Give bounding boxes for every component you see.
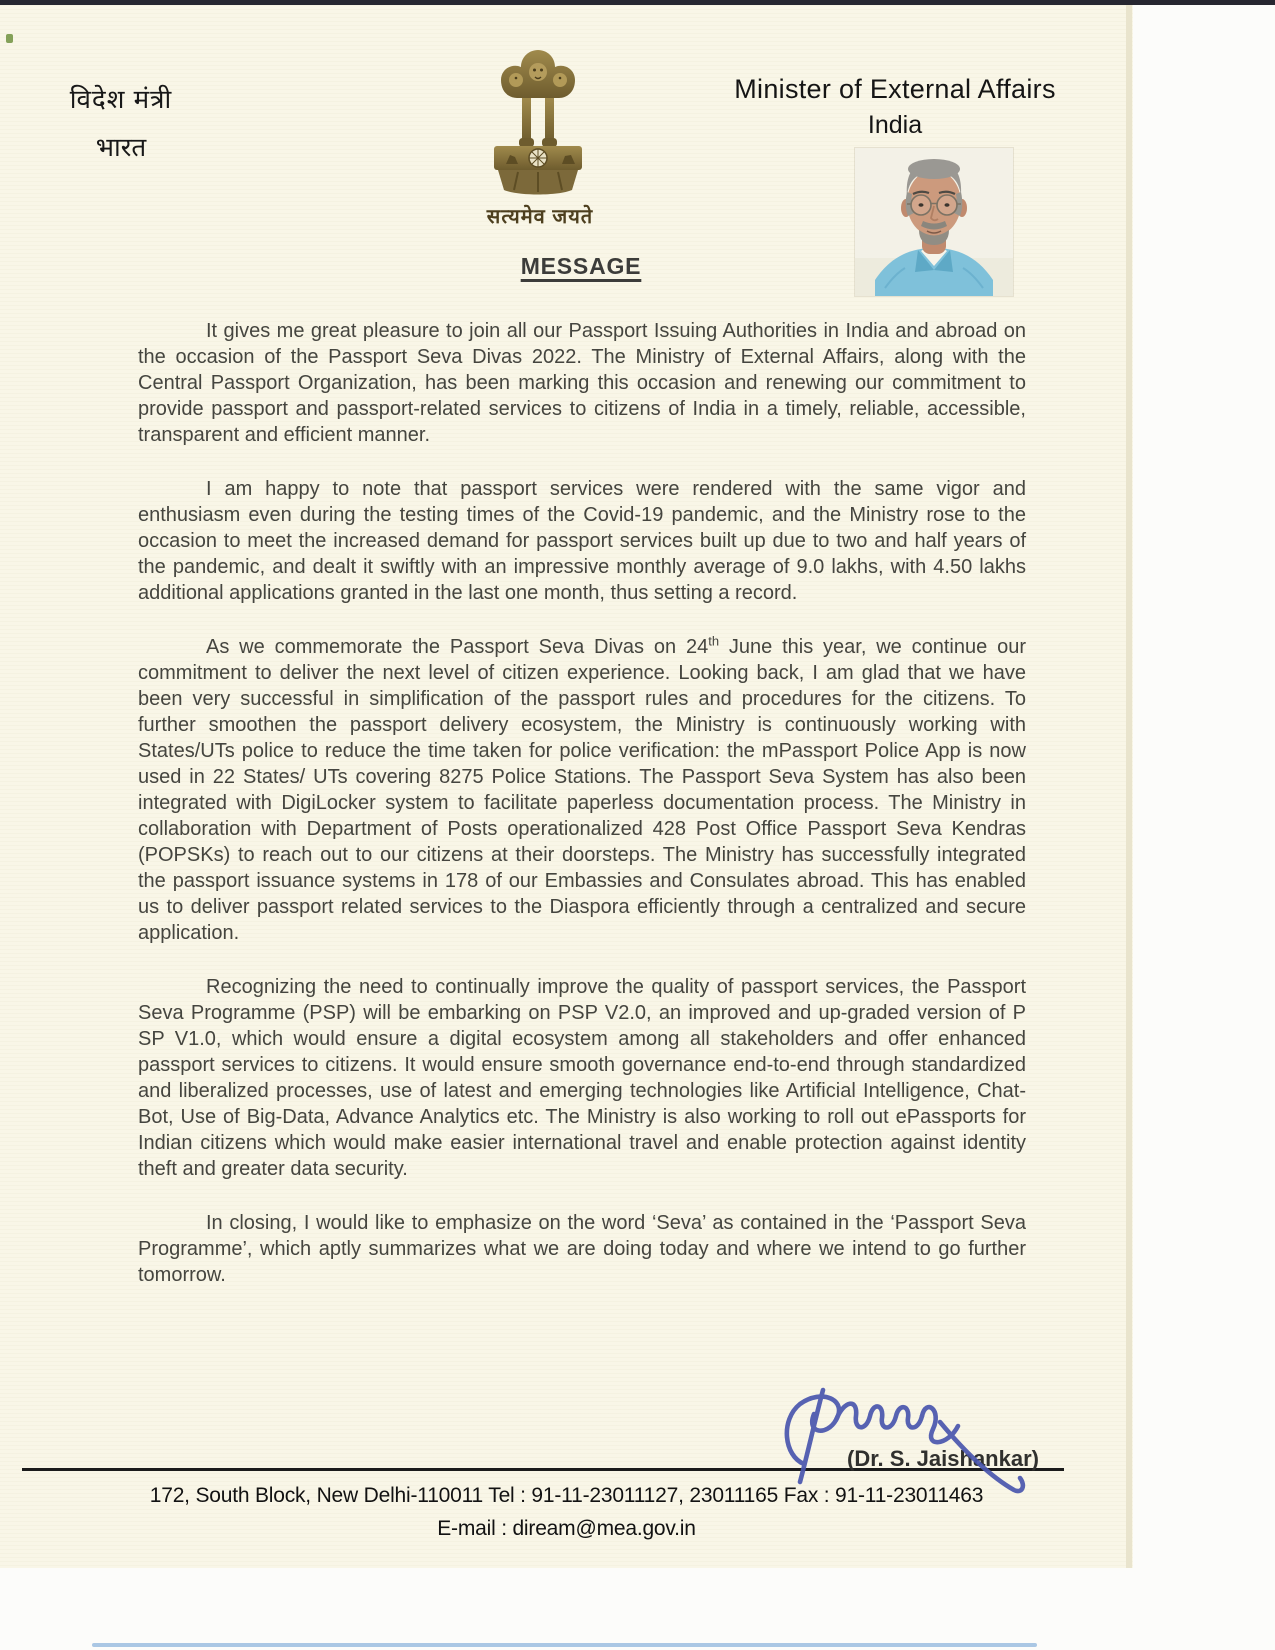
emblem-motto: सत्यमेव जयते bbox=[486, 206, 594, 228]
paragraph-5: In closing, I would like to emphasize on the word ‘Seva’ as contained in the ‘Passport Seva Programme’, which aptly summarizes what we are doing today and where we intend to go further tomorrow. bbox=[138, 1212, 1026, 1286]
ashoka-emblem-icon bbox=[484, 46, 592, 198]
paragraph-4: Recognizing the need to continually improve the quality of passport services, the Passport Seva Programme (PSP) will be embarking on PSP V2.0, an improved and up-graded version of P SP V1.0, which would ensure a digital ecosystem among all stakeholders and offer enhanced passport services to citizens. It would ensure smooth governance end-to-end through standardized and liberalized processes, use of latest and emerging technologies like Artificial Intelligence, Chat-Bot, Use of Big-Data, Advance Analytics etc. The Ministry is also working to roll out ePassports for Indian citizens which would make easier international travel and enable protection against identity theft and greater data security. bbox=[138, 976, 1026, 1180]
paragraph-3-rest: June this year, we continue our commitment to deliver the next level of citizen experience. Looking back, I am glad that we have been very successful in simplification of the passport rules and procedures for the citizens. To further smoothen the passport delivery ecosystem, the Ministry is continuously working with States/UTs police to reduce the time taken for police verification: the mPassport Police App is now used in 22 States/ UTs covering 8275 Police Stations. The Passport Seva System has also been integrated with DigiLocker system to facilitate paperless documentation process. The Ministry in collaboration with Department of Posts operationalized 428 Post Office Passport Seva Kendras (POPSKs) to reach out to our citizens at their doorsteps. The Ministry has successfully integrated the passport issuance systems in 178 of our Embassies and Consulates abroad. This has enabled us to deliver passport related services to the Diaspora efficiently through a centralized and secure application. bbox=[138, 636, 1026, 944]
signatory-name: (Dr. S. Jaishankar) bbox=[847, 1446, 1039, 1471]
footer-email: E-mail : diream@mea.gov.in bbox=[437, 1517, 696, 1540]
minister-title-hindi: विदेश मंत्री bbox=[69, 84, 173, 114]
paragraph-3 bbox=[138, 634, 1026, 946]
paragraph-1: It gives me great pleasure to join all our Passport Issuing Authorities in India and abroad on the occasion of the Passport Seva Divas 2022. The Ministry of External Affairs, along with the Central Passport Organization, has been marking this occasion and renewing our commitment to provide passport and passport-related services to citizens of India in a timely, reliable, accessible, transparent and efficient manner. bbox=[138, 320, 1026, 446]
scan-bottom-artifact bbox=[92, 1643, 1037, 1647]
footer-address: 172, South Block, New Delhi-110011 Tel : 91-11-23011127, 23011165 Fax : 91-11-23011463 bbox=[149, 1484, 984, 1507]
scan-artifact-speck bbox=[6, 34, 13, 43]
letterhead-hindi bbox=[26, 80, 216, 164]
letter-body bbox=[138, 318, 1026, 1316]
paragraph-3-start: As we commemorate the Passport Seva Divas on 24 bbox=[206, 636, 709, 658]
paragraph-2: I am happy to note that passport services were rendered with the same vigor and enthusiasm even during the testing times of the Covid-19 pandemic, and the Ministry rose to the occasion to meet the increased demand for passport services built up due to two and half years of the pandemic, and dealt it swiftly with an impressive monthly average of 9.0 lakhs, with 4.50 lakhs additional applications granted in the last one month, thus setting a record. bbox=[138, 478, 1026, 604]
letterhead-english bbox=[700, 74, 1090, 140]
minister-title-english: Minister of External Affairs bbox=[734, 74, 1056, 104]
country-name-hindi: भारत bbox=[95, 132, 147, 162]
message-heading: MESSAGE bbox=[520, 253, 642, 279]
country-name-english: India bbox=[867, 111, 923, 139]
ordinal-superscript: th bbox=[708, 633, 720, 649]
paper-right-edge bbox=[1126, 5, 1132, 1568]
